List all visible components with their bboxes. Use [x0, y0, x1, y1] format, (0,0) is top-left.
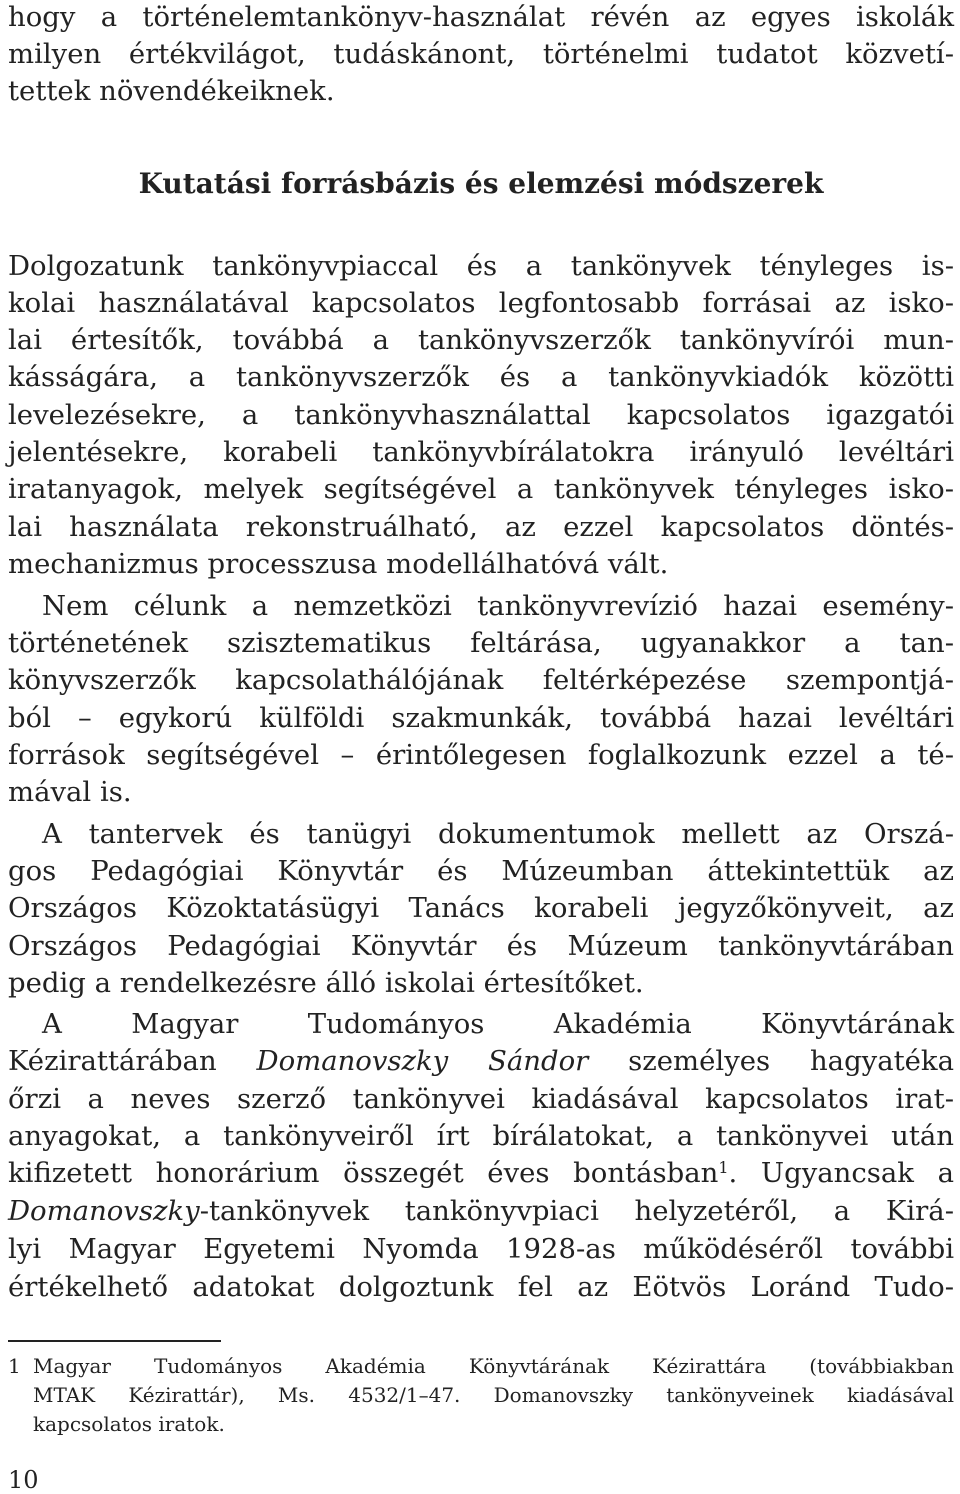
person-name: Domanovszky Sándor — [256, 1045, 589, 1077]
text-line: Dolgozatunk tankönyvpiaccal és a tankönyvek tényleges is- — [8, 250, 954, 282]
footnote-reference[interactable]: 1 — [718, 1158, 729, 1177]
text-line: Országos Pedagógiai Könyvtár és Múzeum tankönyvtárában — [8, 930, 954, 962]
footnote-line: kapcsolatos iratok. — [33, 1412, 225, 1436]
footnote-number: 1 — [8, 1354, 21, 1378]
text-line: történetének szisztematikus feltárása, ugyanakkor a tan- — [8, 627, 954, 659]
text-line: jelentésekre, korabeli tankönyvbírálatokra irányuló levéltári — [8, 436, 954, 468]
text-line: források segítségével – érintőlegesen foglalkozunk ezzel a té- — [8, 739, 954, 771]
text-line: anyagokat, a tankönyveiről írt bírálatokat, a tankönyvei után — [8, 1120, 954, 1152]
text-line: lai használata rekonstruálható, az ezzel kapcsolatos döntés- — [8, 511, 954, 543]
text-run: . Ugyancsak a — [728, 1157, 955, 1189]
text-line: A Magyar Tudományos Akadémia Könyvtárának — [42, 1008, 954, 1040]
text-line — [8, 1194, 954, 1228]
text-line: milyen értékvilágot, tudáskánont, történelmi tudatot közvetí- — [8, 38, 954, 70]
text-line: értékelhető adatokat dolgoztunk fel az Eötvös Loránd Tudo- — [8, 1271, 954, 1303]
footnote-line: MTAK Kézirattár), Ms. 4532/1–47. Domanovszky tankönyveinek kiadásával — [33, 1383, 954, 1407]
text-run: személyes hagyatéka — [628, 1045, 954, 1077]
text-line: levelezésekre, a tankönyvhasználattal kapcsolatos igazgatói — [8, 399, 954, 431]
text-line: pedig a rendelkezésre álló iskolai értesítőket. — [8, 967, 644, 999]
text-line: mával is. — [8, 776, 132, 808]
text-line: könyvszerzők kapcsolathálójának feltérképezése szempontjá- — [8, 664, 954, 696]
text-line — [8, 1156, 954, 1190]
text-line: Nem célunk a nemzetközi tankönyvrevízió hazai esemény- — [42, 590, 954, 622]
page-number: 10 — [8, 1466, 39, 1494]
text-line: hogy a történelemtankönyv-használat révén az egyes iskolák — [8, 1, 954, 33]
text-run: -tankönyvek tankönyvpiaci helyzetéről, a Kirá- — [199, 1195, 954, 1227]
person-name: Domanovszky — [8, 1195, 200, 1227]
text-line: iratanyagok, melyek segítségével a tankönyvek tényleges isko- — [8, 473, 954, 505]
section-heading: Kutatási forrásbázis és elemzési módszerek — [138, 167, 824, 200]
footnote-separator — [8, 1340, 221, 1342]
text-line: ból – egykorú külföldi szakmunkák, továbbá hazai levéltári — [8, 702, 954, 734]
text-line — [8, 1044, 954, 1078]
text-line: mechanizmus processzusa modellálhatóvá vált. — [8, 548, 669, 580]
text-line: A tantervek és tanügyi dokumentumok mellett az Orszá- — [42, 818, 954, 850]
text-line: lyi Magyar Egyetemi Nyomda 1928-as működéséről további — [8, 1233, 954, 1265]
text-line: Országos Közoktatásügyi Tanács korabeli jegyzőkönyveit, az — [8, 892, 954, 924]
text-line: lai értesítők, továbbá a tankönyvszerzők tankönyvírói mun- — [8, 324, 954, 356]
text-line: gos Pedagógiai Könyvtár és Múzeumban áttekintettük az — [8, 855, 954, 887]
text-run: Kézirattárában — [8, 1045, 217, 1077]
text-line: tettek növendékeiknek. — [8, 75, 335, 107]
text-run: kifizetett honorárium összegét éves bontásban — [8, 1157, 719, 1189]
text-line: kásságára, a tankönyvszerzők és a tankönyvkiadók közötti — [8, 361, 954, 393]
footnote-line: Magyar Tudományos Akadémia Könyvtárának Kézirattára (továbbiakban — [33, 1354, 954, 1378]
text-line: kolai használatával kapcsolatos legfontosabb forrásai az isko- — [8, 287, 954, 319]
text-line: őrzi a neves szerző tankönyvei kiadásával kapcsolatos irat- — [8, 1083, 954, 1115]
